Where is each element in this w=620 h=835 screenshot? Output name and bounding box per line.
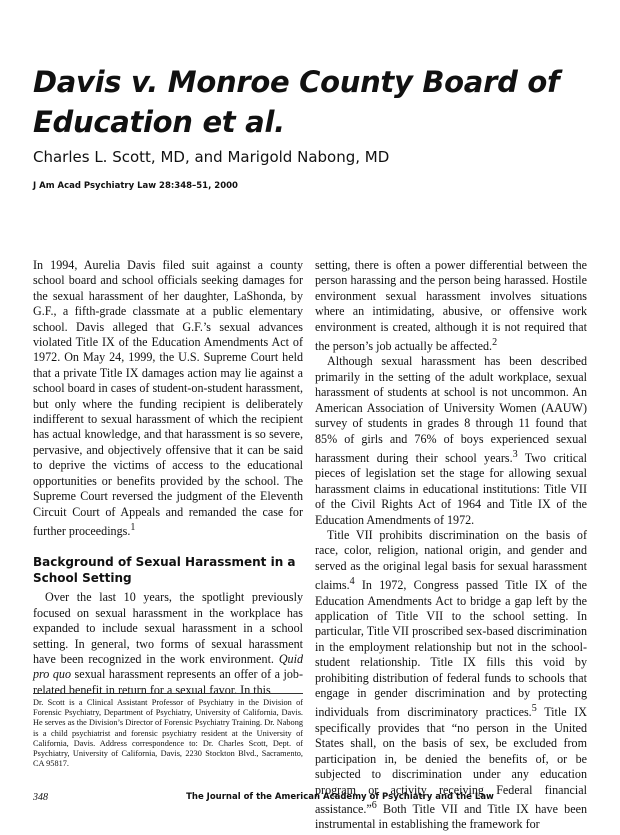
footnote-ref-1: 1 <box>130 521 136 533</box>
workplace-text-a: Although sexual harassment has been described primarily in the setting of the adult workplace, sexual harassment of students at school is not uncommon. An American Association of University Women (AAUW) survey of students in grades 8 through 11 found that 85% of girls and 76% of boys experienced sexual harassment during their school years. <box>315 354 587 465</box>
background-text-a: Over the last 10 years, the spotlight previously focused on sexual harassment in the workplace has expanded to include sexual harassment in a school setting. In general, two forms of sexual harassment have been recognized in the work environment. <box>33 590 303 666</box>
background-text-b: sexual harassment represents an offer of a job-related benefit in return for a sexual favor. In this <box>33 667 303 697</box>
title-vii-text-d: Both Title VII and Title IX have been instrumental in establishing the framework for <box>315 801 587 832</box>
footnote-divider <box>33 693 303 694</box>
footnote-ref-2: 2 <box>492 337 498 349</box>
footnote-ref-4: 4 <box>349 576 355 588</box>
footnote-ref-3: 3 <box>512 448 518 460</box>
right-column <box>315 258 587 833</box>
continued-text: setting, there is often a power differential between the person harassing and the person being harassed. Hostile environment sexual harassment involves situations where an intimidating, abusive, or offensive work environment is created, although it is not required that the person’s job actually be affected. <box>315 258 587 354</box>
page-number: 348 <box>33 792 48 803</box>
intro-text: In 1994, Aurelia Davis filed suit against a county school board and school officials seeking damages for the sexual harassment of her daughter, LaShonda, by G.F., a fifth-grade classmate at a public elementary school. Davis alleged that G.F.’s sexual advances violated Title IX of the Education Amendments Act of 1972. On May 24, 1999, the U.S. Supreme Court held that a private Title IX damages action may lie against a school board in cases of student-on-student harassment, but only where the funding recipient is deliberately indifferent to sexual harassment of which the recipient has actual knowledge, and that harassment is so severe, pervasive, and objectively offensive that it can be said to deprive the victims of access to the educational opportunities or benefits provided by the school. The Supreme Court reversed the judgment of the Eleventh Circuit Court of Appeals and remanded the case for further proceedings. <box>33 258 303 538</box>
article-authors: Charles L. Scott, MD, and Marigold Nabong, MD <box>33 148 390 166</box>
title-vii-paragraph <box>315 528 587 833</box>
title-vii-text-c: Title IX specifically provides that “no person in the United States shall, on the basis of sex, be excluded from participation in, be denied the benefits of, or be subjected to discrimination under any education program or activity receiving Federal financial assistance.” <box>315 705 588 816</box>
journal-footer: The Journal of the American Academy of Psychiatry and the Law <box>186 792 494 802</box>
author-footnote: Dr. Scott is a Clinical Assistant Professor of Psychiatry in the Division of Forensic Psychiatry, Department of Psychiatry, University of California, Davis. He serves as the Division’s Director of Forensic Psychiatry Training. Dr. Nabong is a child psychiatrist and forensic psychiatry resident at the University of California, Davis. Address correspondence to: Dr. Charles Scott, Dept. of Psychiatry, University of California, Davis, 2230 Stockton Blvd., Sacramento, CA 95817. <box>33 698 303 769</box>
title-vii-text-a: Title VII prohibits discrimination on the basis of race, color, religion, national origin, and gender and served as the original legal basis for sexual harassment claims. <box>315 527 587 593</box>
continued-paragraph <box>315 258 587 354</box>
quid-pro-quo-italic: Quid pro quo <box>33 651 303 682</box>
workplace-text-b: Two critical pieces of legislation set the stage for allowing sexual harassment claims in educational institutions: Title VII of the Civil Rights Act of 1964 and Title IX of the Education Amendments of 1972. <box>315 450 587 527</box>
article-citation: J Am Acad Psychiatry Law 28:348–51, 2000 <box>33 181 238 191</box>
section-heading: Background of Sexual Harassment in a School Setting <box>33 555 296 586</box>
intro-paragraph <box>33 258 303 539</box>
article-title: Davis v. Monroe County Board of Education et al. <box>33 65 560 139</box>
background-paragraph <box>33 590 303 698</box>
footnote-ref-5: 5 <box>531 703 537 715</box>
left-column <box>33 258 303 698</box>
workplace-paragraph <box>315 354 587 528</box>
title-vii-text-b: In 1972, Congress passed Title IX of the Education Amendments Act to bridge a gap left by the application of Title VII to the school setting. In particular, Title VII proscribed sex-based discrimination in the employment relationship but not in the school-student relationship. Title IX fills this void by prohibiting distribution of federal funds to schools that engage in gender discrimination and by protecting individuals from discriminatory practices. <box>315 578 587 720</box>
footnote-ref-6: 6 <box>371 799 377 811</box>
